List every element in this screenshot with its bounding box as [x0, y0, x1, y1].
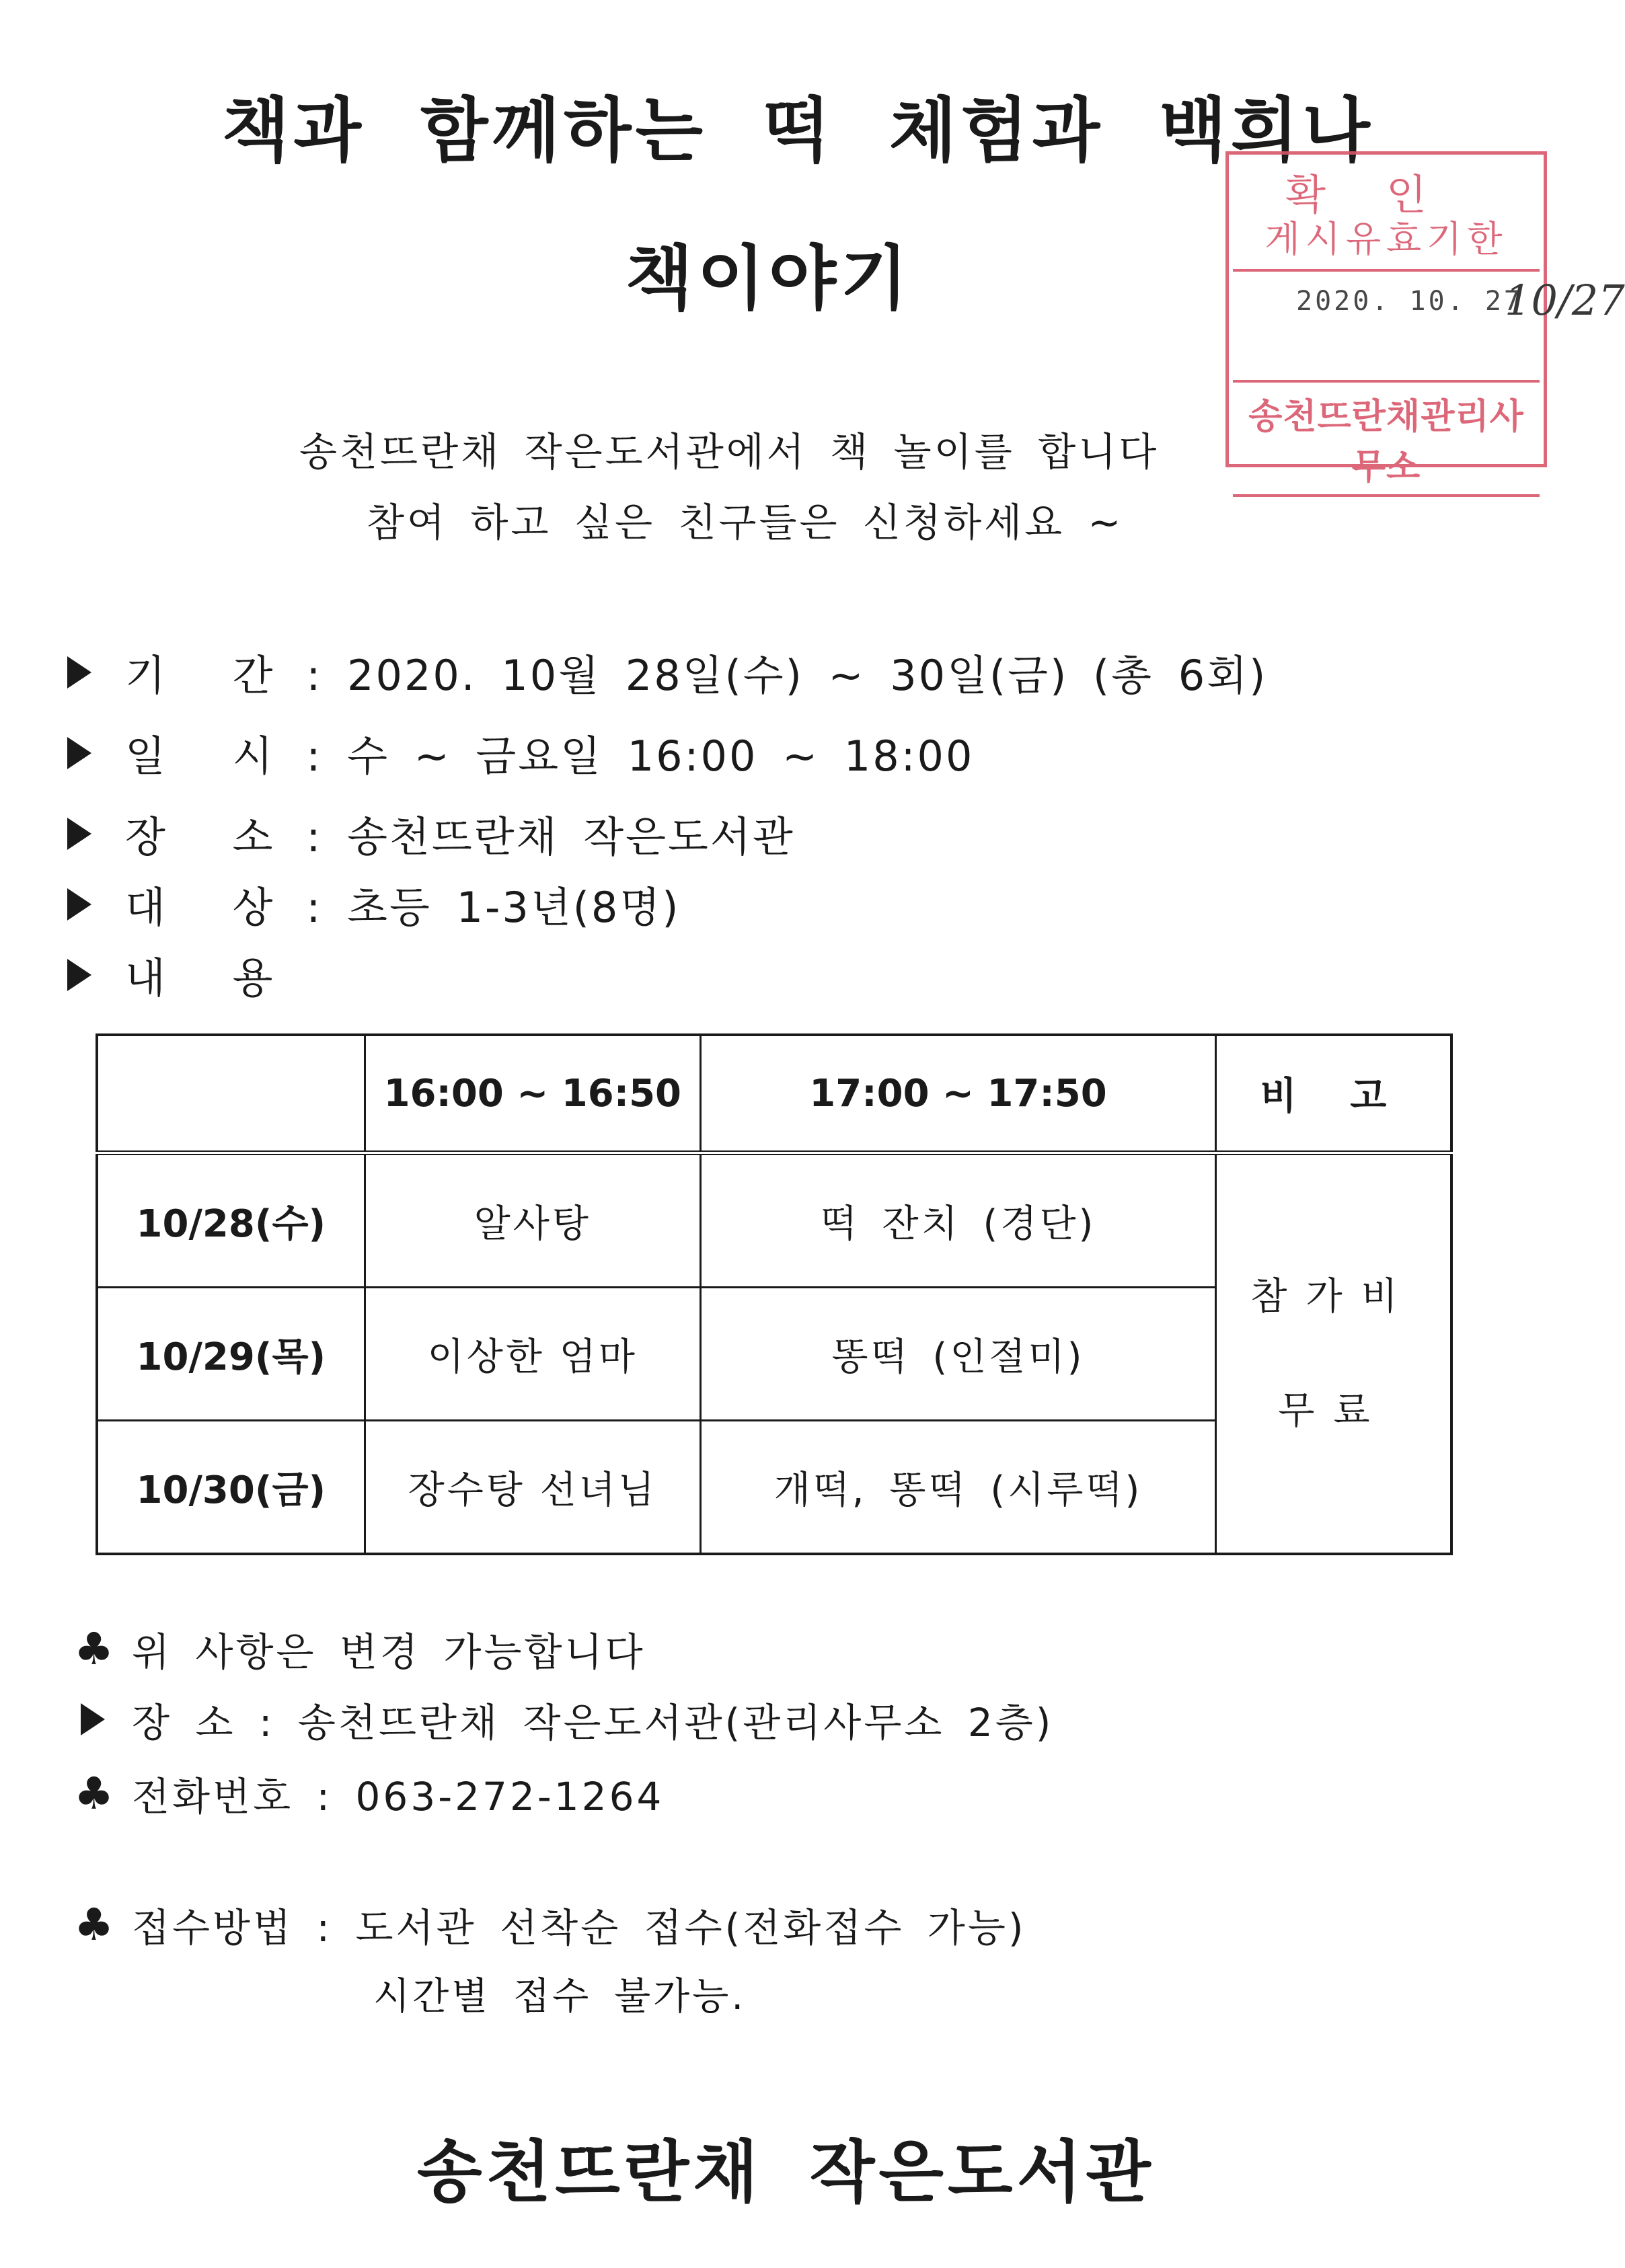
stamp-date: 2020. 10. 27	[1296, 286, 1523, 317]
note-signup	[74, 1896, 1026, 1953]
stamp-office: 송천뜨란채관리사무소	[1233, 380, 1540, 497]
stamp-subtitle: 게시유효기한	[1233, 210, 1540, 272]
triangle-right-icon	[67, 656, 91, 689]
page-subtitle: 책이야기	[626, 237, 912, 319]
row-date: 10/28(수)	[97, 1153, 365, 1288]
row-slot1: 알사탕	[365, 1153, 700, 1288]
triangle-right-icon	[67, 737, 91, 769]
info-label: 기 간	[125, 651, 300, 700]
table-header-row	[97, 1035, 1451, 1153]
info-content	[67, 945, 307, 1005]
note-cell	[1216, 1153, 1451, 1555]
row-slot1: 이상한 엄마	[365, 1288, 700, 1421]
note-phone-text: 전화번호 : 063-272-1264	[132, 1774, 665, 1820]
club-icon: ♣	[74, 1767, 117, 1820]
approval-stamp	[1225, 151, 1625, 487]
note-change-text: 위 사항은 변경 가능합니다	[132, 1629, 646, 1675]
row-slot1: 장수탕 선녀님	[365, 1421, 700, 1555]
row-slot2: 개떡, 똥떡 (시루떡)	[700, 1421, 1215, 1555]
note-signup-sub: 시간별 접수 불가능.	[373, 1975, 747, 2019]
footer-organization: 송천뜨란채 작은도서관	[417, 2133, 1155, 2212]
club-icon: ♣	[74, 1622, 117, 1675]
triangle-right-icon	[67, 888, 91, 921]
row-date: 10/30(금)	[97, 1421, 365, 1555]
note-fee: 참가비	[1250, 1274, 1416, 1319]
header-cell-slot2: 17:00 ~ 17:50	[700, 1035, 1215, 1153]
row-slot2: 떡 잔치 (경단)	[700, 1153, 1215, 1288]
info-value: : 초등 1-3년(8명)	[306, 883, 681, 932]
info-label: 대 상	[125, 883, 300, 932]
row-date: 10/29(목)	[97, 1288, 365, 1421]
stamp-handwritten-date: 10/27	[1505, 276, 1625, 325]
header-cell-note: 비 고	[1216, 1035, 1451, 1153]
note-signup-text: 접수방법 : 도서관 선착순 접수(전화접수 가능)	[132, 1905, 1026, 1951]
header-cell-blank	[97, 1035, 365, 1153]
info-target	[67, 874, 680, 934]
schedule-table	[96, 1033, 1453, 1555]
note-place-text: 장 소 : 송천뜨란채 작은도서관(관리사무소 2층)	[132, 1700, 1054, 1746]
page-title: 책과 함께하는 떡 체험과 백희나	[222, 89, 1374, 171]
note-phone	[74, 1765, 664, 1822]
header-cell-slot1: 16:00 ~ 16:50	[365, 1035, 700, 1153]
table-row	[97, 1153, 1451, 1288]
triangle-right-icon	[74, 1703, 112, 1735]
info-value: : 송천뜨란채 작은도서관	[306, 812, 795, 861]
club-icon: ♣	[74, 1898, 117, 1951]
info-value: : 수 ~ 금요일 16:00 ~ 18:00	[306, 732, 975, 781]
stamp-title: 확인	[1285, 170, 1487, 219]
info-period	[67, 642, 1267, 702]
intro-line-2: 참여 하고 싶은 친구들은 신청하세요 ~	[367, 500, 1124, 545]
info-label: 장 소	[125, 812, 300, 861]
row-slot2: 똥떡 (인절미)	[700, 1288, 1215, 1421]
intro-line-1: 송천뜨란채 작은도서관에서 책 놀이를 합니다	[299, 429, 1160, 475]
info-label: 내 용	[125, 953, 300, 1003]
triangle-right-icon	[67, 818, 91, 850]
info-label: 일 시	[125, 732, 300, 781]
info-value: : 2020. 10월 28일(수) ~ 30일(금) (총 6회)	[306, 651, 1268, 700]
note-place	[74, 1691, 1053, 1748]
note-free: 무료	[1278, 1389, 1389, 1433]
info-time	[67, 723, 974, 783]
note-change	[74, 1620, 646, 1677]
triangle-right-icon	[67, 959, 91, 991]
info-place	[67, 804, 795, 863]
